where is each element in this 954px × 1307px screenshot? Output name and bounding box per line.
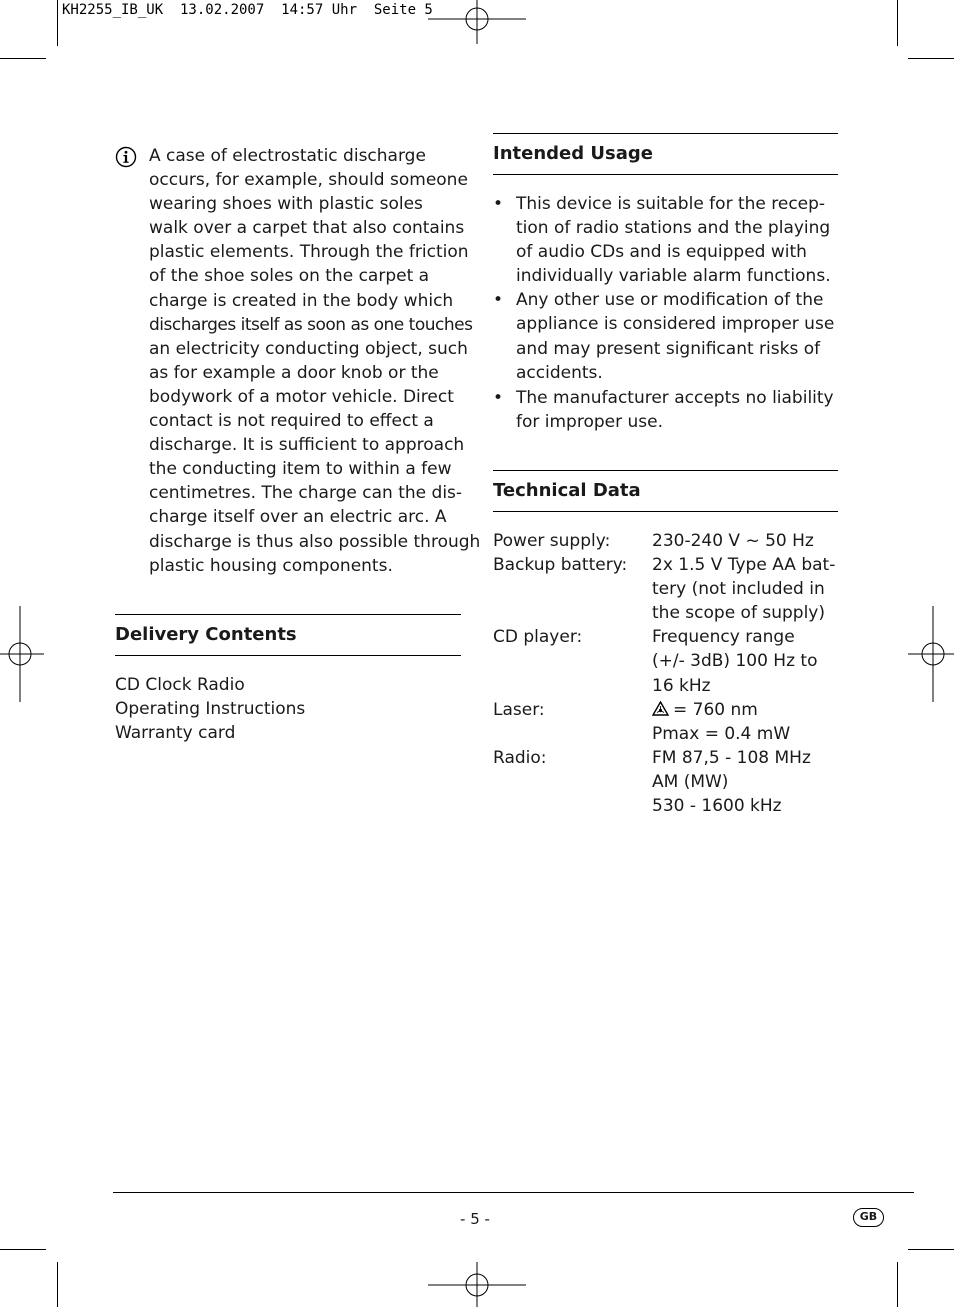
bullet-icon: •	[493, 387, 504, 408]
section-rule	[493, 174, 838, 175]
list-item: Operating Instructions	[115, 699, 306, 720]
tech-label: Laser:	[493, 699, 545, 720]
table-row	[493, 698, 838, 746]
tech-label: CD player:	[493, 627, 583, 648]
language-badge: GB	[853, 1208, 884, 1227]
tech-label: Radio:	[493, 747, 547, 768]
list-item	[493, 386, 838, 434]
bullet-line: and may present significant risks of	[516, 338, 821, 359]
info-note-line: occurs, for example, should someone	[149, 170, 468, 191]
crop-mark	[897, 1262, 898, 1307]
tech-value-line: Pmax = 0.4 mW	[652, 723, 791, 744]
bullet-line: appliance is considered improper use	[516, 314, 835, 335]
bullet-line: for improper use.	[516, 411, 664, 432]
info-note-line: walk over a carpet that also contains	[149, 218, 465, 239]
info-note-line: contact is not required to effect a	[149, 411, 434, 432]
tech-value	[652, 625, 838, 697]
registration-mark-left	[0, 606, 44, 702]
bullet-line: accidents.	[516, 362, 603, 383]
tech-value-line: tery (not included in	[652, 579, 825, 600]
tech-value-line: AM (MW)	[652, 771, 729, 792]
bullet-line: Any other use or modification of the	[516, 290, 824, 311]
tech-value-line: 16 kHz	[652, 675, 711, 696]
info-note-line: centimetres. The charge can the dis-	[149, 483, 463, 504]
crop-mark	[57, 1262, 58, 1307]
crop-mark	[908, 58, 954, 59]
footer-rule	[113, 1192, 914, 1193]
tech-value-line: the scope of supply)	[652, 603, 825, 624]
delivery-contents-heading: Delivery Contents	[115, 624, 297, 645]
tech-value-line: 230-240 V ~ 50 Hz	[652, 531, 814, 551]
info-note-line: an electricity conducting object, such	[149, 338, 468, 359]
tech-value	[652, 746, 838, 818]
table-row	[493, 746, 838, 818]
bullet-line: The manufacturer accepts no liability	[516, 387, 834, 408]
bullet-icon: •	[493, 290, 504, 311]
list-item	[493, 192, 838, 288]
list-item: CD Clock Radio	[115, 675, 245, 695]
info-note-line: charge itself over an electric arc. A	[149, 507, 447, 528]
print-slug: KH2255_IB_UK 13.02.2007 14:57 Uhr Seite 5	[62, 2, 433, 18]
registration-mark-bottom	[428, 1262, 526, 1307]
info-note-line: bodywork of a motor vehicle. Direct	[149, 386, 454, 407]
crop-mark	[897, 0, 898, 46]
intended-usage-bullets	[493, 192, 838, 434]
bullet-line: individually variable alarm functions.	[516, 266, 831, 287]
crop-mark	[908, 1249, 954, 1250]
tech-value-line: FM 87,5 - 108 MHz	[652, 747, 811, 768]
info-note-line: as for example a door knob or the	[149, 362, 439, 383]
tech-label: Backup battery:	[493, 555, 628, 576]
info-note-line: plastic elements. Through the friction	[149, 242, 469, 263]
bullet-line: of audio CDs and is equipped with	[516, 242, 807, 263]
intended-usage-heading: Intended Usage	[493, 143, 653, 164]
info-note-line: discharge. It is sufficient to approach	[149, 435, 465, 456]
list-item: Warranty card	[115, 723, 236, 744]
bullet-line: tion of radio stations and the playing	[516, 218, 831, 239]
table-row	[493, 625, 838, 697]
tech-value-line	[652, 698, 838, 722]
delivery-contents-list	[115, 673, 461, 745]
tech-value	[652, 698, 838, 746]
tech-label: Power supply:	[493, 531, 611, 551]
crop-mark	[0, 1249, 46, 1250]
tech-value	[652, 553, 838, 625]
info-note-line: discharge is thus also possible through	[149, 531, 481, 552]
info-note-line: wearing shoes with plastic soles	[149, 194, 423, 215]
info-note-line: plastic housing components.	[149, 555, 393, 576]
info-note-text	[149, 144, 481, 578]
list-item	[493, 288, 838, 384]
intended-usage-section	[493, 133, 838, 175]
technical-data-heading: Technical Data	[493, 480, 641, 501]
info-note-line: A case of electrostatic discharge	[149, 146, 426, 166]
crop-mark	[0, 58, 46, 59]
laser-wavelength: = 760 nm	[673, 699, 758, 720]
registration-mark-right	[908, 606, 954, 702]
bullet-line: This device is suitable for the recep-	[516, 194, 826, 214]
table-row	[493, 529, 838, 553]
page-number: - 5 -	[460, 1210, 490, 1228]
info-icon	[115, 146, 137, 168]
technical-data-table	[493, 529, 838, 818]
section-rule	[493, 511, 838, 512]
delivery-contents-section	[115, 614, 461, 656]
tech-value-line: 2x 1.5 V Type AA bat-	[652, 555, 836, 576]
info-note-line: charge is created in the body which	[149, 290, 454, 311]
tech-value-line: (+/- 3dB) 100 Hz to	[652, 651, 818, 672]
crop-mark	[57, 0, 58, 46]
technical-data-section	[493, 470, 838, 512]
info-note-line: of the shoe soles on the carpet a	[149, 266, 430, 287]
laser-warning-icon	[652, 701, 669, 716]
registration-mark-top	[428, 0, 526, 44]
tech-value-line: 530 - 1600 kHz	[652, 796, 782, 817]
bullet-icon: •	[493, 194, 504, 214]
info-note-line: discharges itself as soon as one touches	[149, 314, 473, 335]
section-rule	[115, 655, 461, 656]
tech-value-line: Frequency range	[652, 627, 795, 648]
info-note-line: the conducting item to within a few	[149, 459, 452, 480]
tech-value	[652, 529, 838, 553]
table-row	[493, 553, 838, 625]
